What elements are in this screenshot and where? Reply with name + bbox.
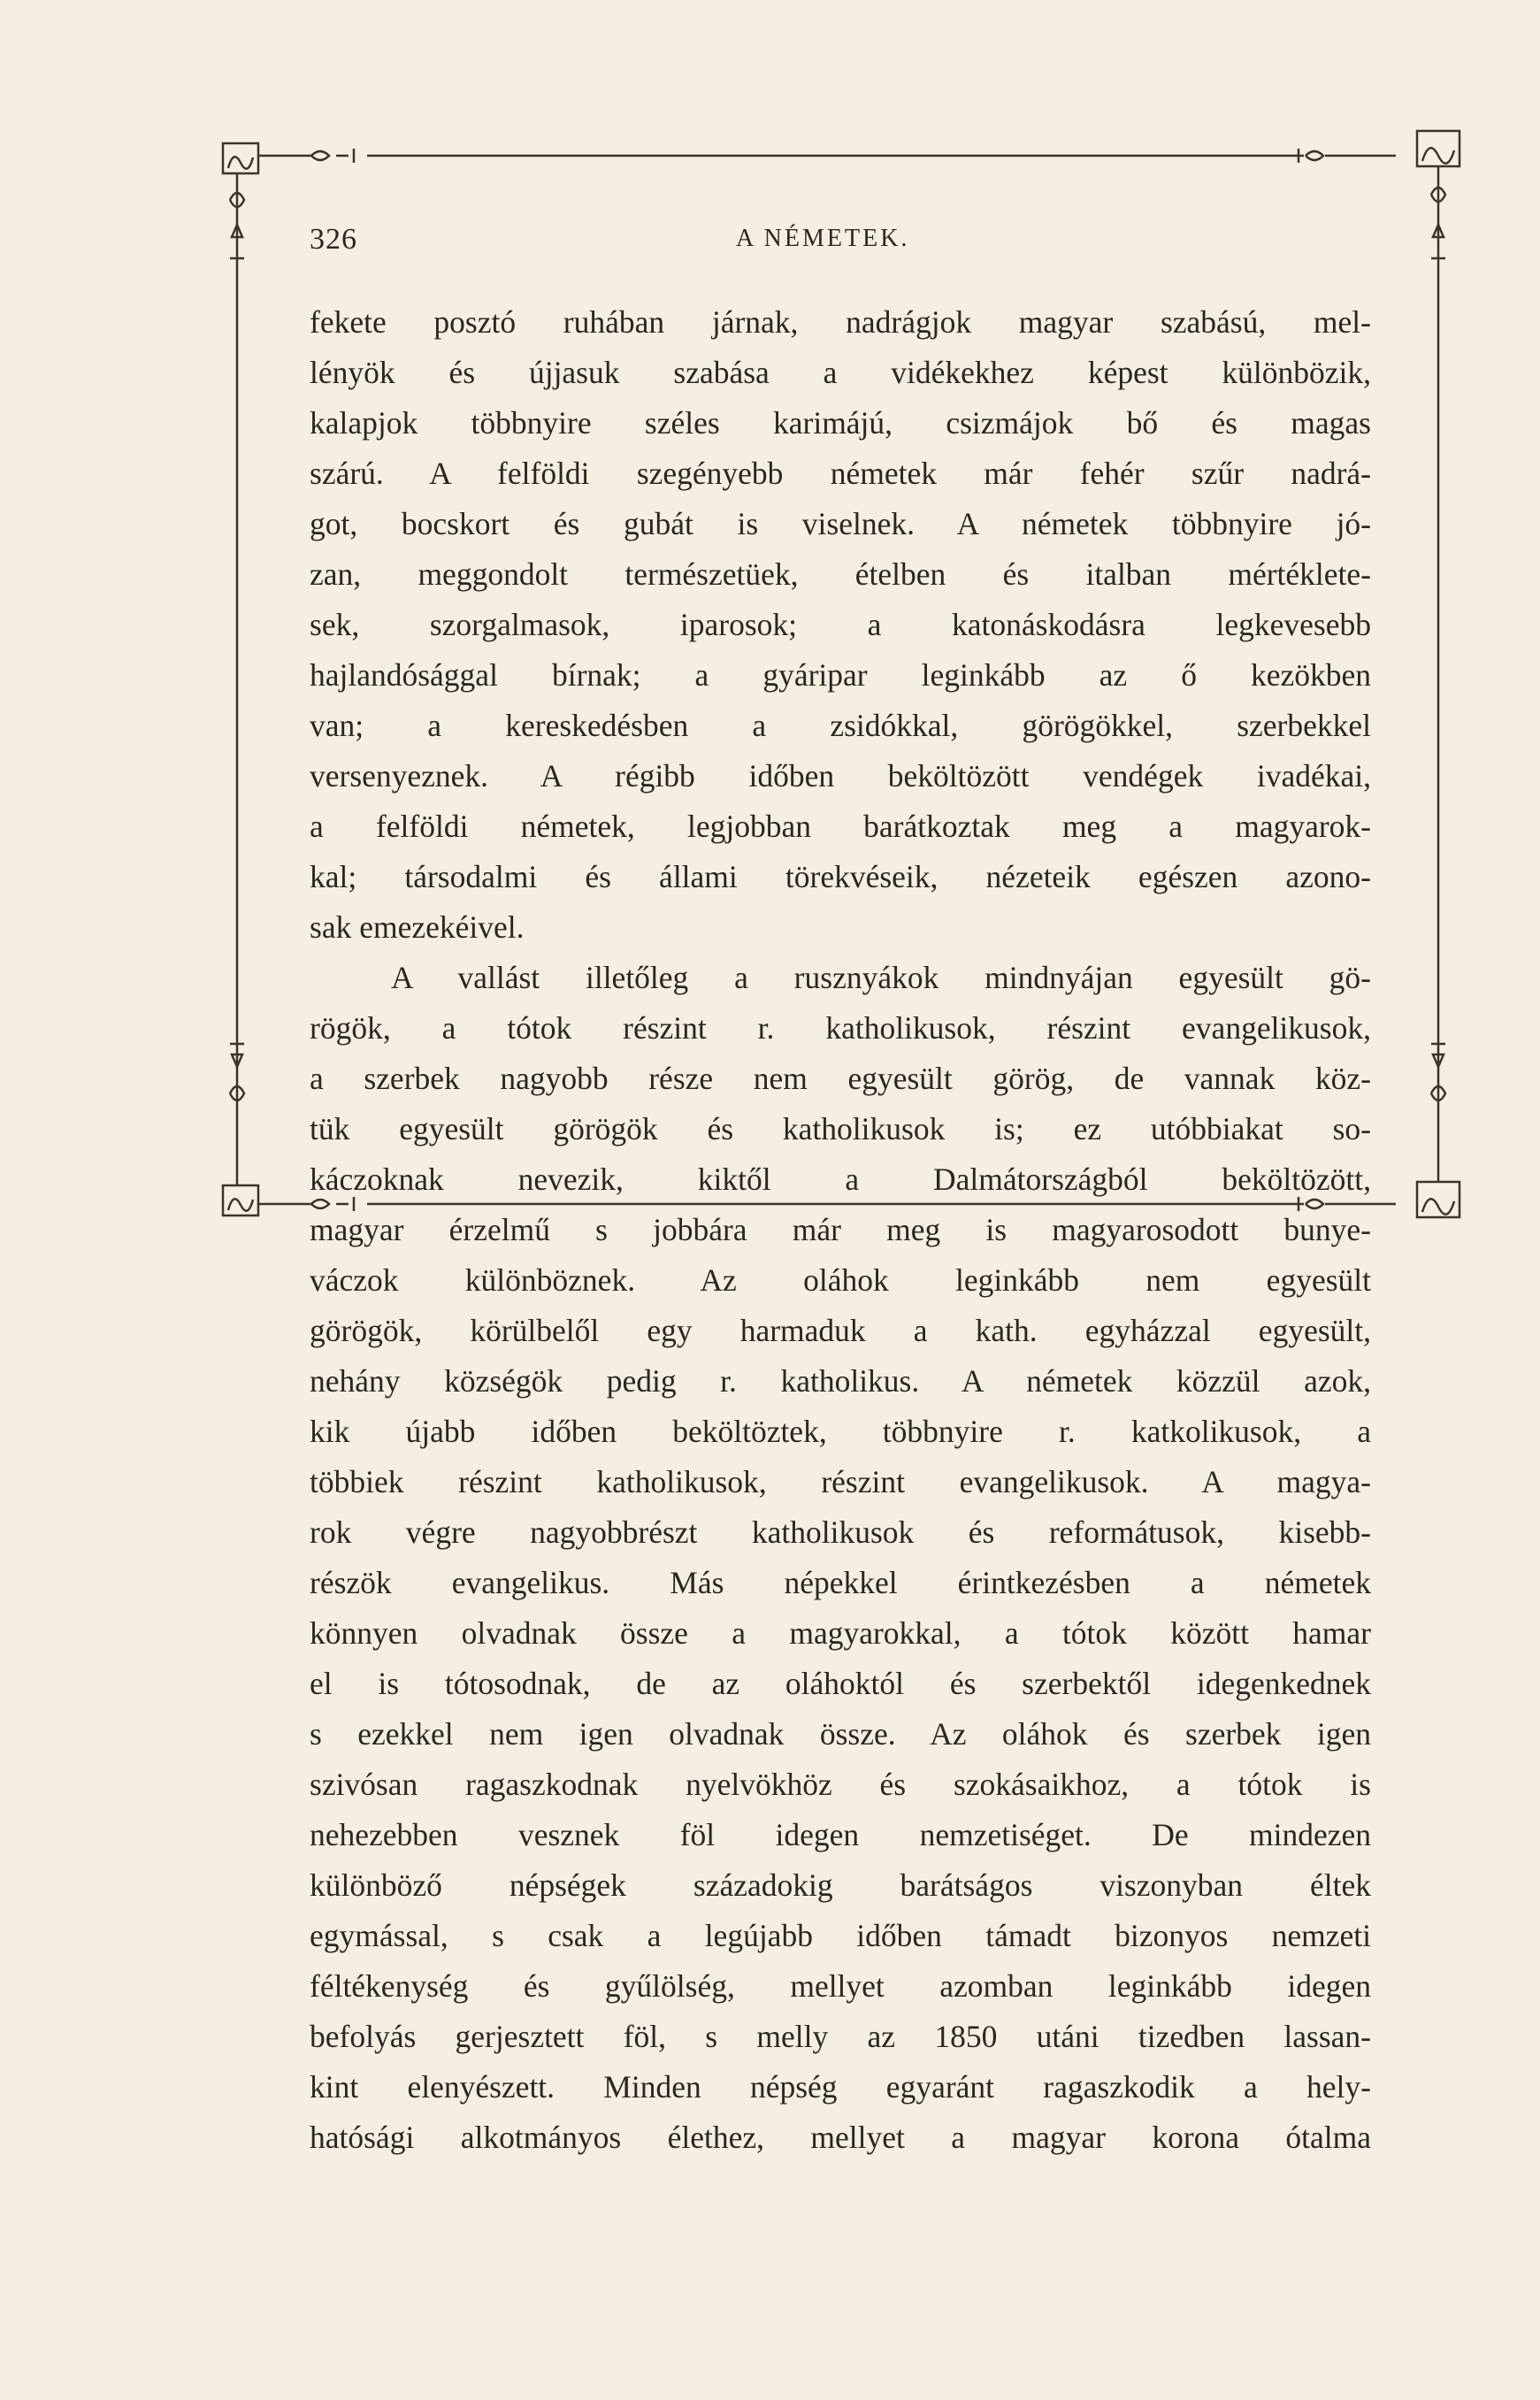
text-line: rok végre nagyobbrészt katholikusok és reformátusok, kisebb-	[310, 1514, 1371, 1550]
text-line: szárú. A felföldi szegényebb németek már fehér szűr nadrá-	[310, 456, 1371, 491]
text-line: versenyeznek. A régibb időben beköltözött vendégek ivadékai,	[310, 758, 1371, 794]
text-line: befolyás gerjesztett föl, s melly az 1850 utáni tizedben lassan-	[310, 2019, 1371, 2054]
text-line: kik újabb időben beköltöztek, többnyire r. katkolikusok, a	[310, 1414, 1371, 1449]
page-number: 326	[310, 223, 357, 256]
text-line: kint elenyészett. Minden népség egyaránt ragaszkodik a hely-	[310, 2069, 1371, 2105]
text-line: görögök, körülbelől egy harmaduk a kath. egyházzal egyesült,	[310, 1313, 1371, 1348]
text-line: hatósági alkotmányos élethez, mellyet a magyar korona ótalma	[310, 2120, 1371, 2155]
text-line: a felföldi németek, legjobban barátkoztak meg a magyarok-	[310, 809, 1371, 844]
text-line: el is tótosodnak, de az oláhoktól és szerbektől idegenkednek	[310, 1666, 1371, 1701]
text-line: különböző népségek századokig barátságos viszonyban éltek	[310, 1867, 1371, 1903]
page-header	[310, 223, 1371, 258]
text-line: többiek részint katholikusok, részint evangelikusok. A magya-	[310, 1464, 1371, 1499]
text-line: váczok különböznek. Az oláhok leginkább nem egyesült	[310, 1262, 1371, 1298]
text-line: a szerbek nagyobb része nem egyesült görög, de vannak köz-	[310, 1061, 1371, 1096]
text-line: egymással, s csak a legújabb időben támadt bizonyos nemzeti	[310, 1918, 1371, 1953]
text-line: nehezebben vesznek föl idegen nemzetiséget. De mindezen	[310, 1817, 1371, 1852]
text-line: s ezekkel nem igen olvadnak össze. Az oláhok és szerbek igen	[310, 1716, 1371, 1752]
text-line: hajlandósággal bírnak; a gyáripar leginkább az ő kezökben	[310, 657, 1371, 693]
text-line: fekete posztó ruhában járnak, nadrágjok magyar szabású, mel-	[310, 304, 1371, 340]
text-line: féltékenység és gyűlölség, mellyet azomban leginkább idegen	[310, 1968, 1371, 2004]
text-line: got, bocskort és gubát is viselnek. A németek többnyire jó-	[310, 506, 1371, 541]
text-line: tük egyesült görögök és katholikusok is; ez utóbbiakat so-	[310, 1111, 1371, 1146]
text-line: van; a kereskedésben a zsidókkal, görögökkel, szerbekkel	[310, 708, 1371, 743]
text-line: kalapjok többnyire széles karimájú, csizmájok bő és magas	[310, 405, 1371, 441]
paragraph-start-line: A vallást illetőleg a rusznyákok mindnyájan egyesült gö-	[391, 960, 1371, 995]
body-text	[310, 297, 1371, 2163]
text-line: sek, szorgalmasok, iparosok; a katonáskodásra legkevesebb	[310, 607, 1371, 642]
text-line: zan, meggondolt természetüek, ételben és italban mértéklete-	[310, 556, 1371, 592]
text-line: magyar érzelmű s jobbára már meg is magyarosodott bunye-	[310, 1212, 1371, 1247]
text-line: sak emezekéivel.	[310, 909, 525, 945]
text-line: káczoknak nevezik, kiktől a Dalmátországból beköltözött,	[310, 1162, 1371, 1197]
text-line: részök evangelikus. Más népekkel érintkezésben a németek	[310, 1565, 1371, 1600]
text-line: lényök és újjasuk szabása a vidékekhez képest különbözik,	[310, 355, 1371, 390]
text-line: rögök, a tótok részint r. katholikusok, részint evangelikusok,	[310, 1010, 1371, 1046]
text-line: szivósan ragaszkodnak nyelvökhöz és szokásaikhoz, a tótok is	[310, 1767, 1371, 1802]
text-line: kal; társodalmi és állami törekvéseik, nézeteik egészen azono-	[310, 859, 1371, 894]
running-title: A NÉMETEK.	[736, 225, 910, 252]
text-line: nehány községök pedig r. katholikus. A németek közzül azok,	[310, 1363, 1371, 1399]
text-line: könnyen olvadnak össze a magyarokkal, a tótok között hamar	[310, 1615, 1371, 1651]
